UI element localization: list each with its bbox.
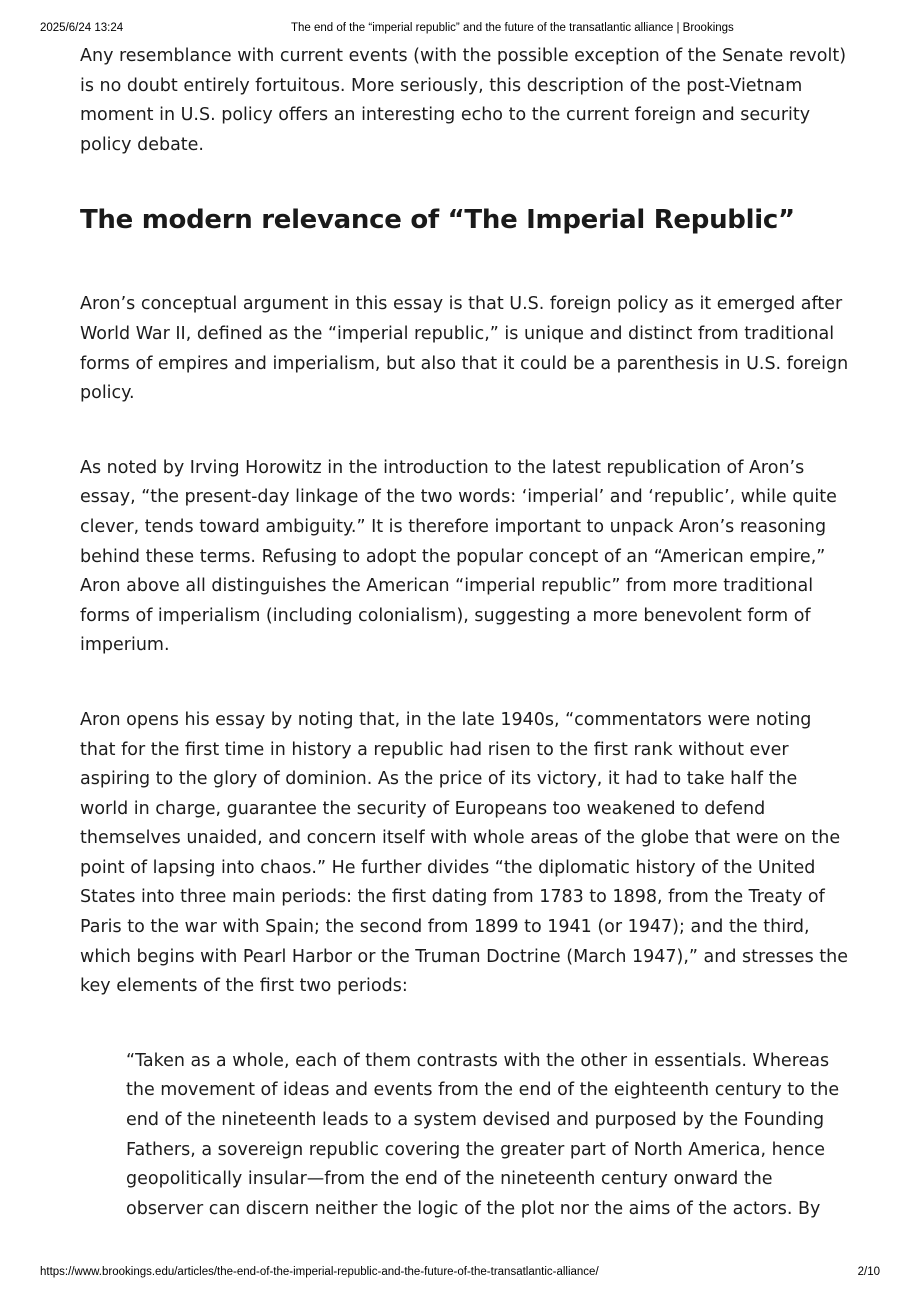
intro-paragraph: Any resemblance with current events (with the possible exception of the Senate revolt) is no doubt entirely fortuitous. More seriously, this description of the post-Vietnam moment in U.S. policy offers an interesting echo to the current foreign and security policy debate. <box>80 46 847 155</box>
page-number: 2/10 <box>857 1266 880 1278</box>
blockquote: “Taken as a whole, each of them contrasts with the other in essentials. Whereas the movement of ideas and events from the end of the eighteenth century to the end of the nineteenth leads to a system devised and purposed by the Founding Fathers, a sovereign republic covering the greater part of North America, hence geopolitically insular—from the end of the nineteenth century onward the observer can discern neither the logic of the plot nor the aims of the actors. By <box>126 1050 840 1219</box>
print-header <box>40 22 880 38</box>
print-footer <box>40 1266 880 1282</box>
article-paragraph: As noted by Irving Horowitz in the introduction to the latest republication of Aron’s essay, “the present-day linkage of the two words: ‘imperial’ and ‘republic’, while quite clever, tends toward ambiguity.” It is therefore important to unpack Aron’s reasoning behind these terms. Refusing to adopt the popular concept of an “American empire,” Aron above all distinguishes the American “imperial republic” from more traditional forms of imperialism (including colonialism), suggesting a more benevolent form of imperium. <box>80 457 837 656</box>
print-datetime: 2025/6/24 13:24 <box>40 22 124 34</box>
article-paragraph: Aron opens his essay by noting that, in the late 1940s, “commentators were noting that for the first time in history a republic had risen to the first rank without ever aspiring to the glory of dominion. As the price of its victory, it had to take half the world in charge, guarantee the security of Europeans too weakened to defend themselves unaided, and concern itself with whole areas of the globe that were on the point of lapsing into chaos.” He further divides “the diplomatic history of the United States into three main periods: the first dating from 1783 to 1898, from the Treaty of Paris to the war with Spain; the second from 1899 to 1941 (or 1947); and the third, which begins with Pearl Harbor or the Truman Doctrine (March 1947),” and stresses the key elements of the first two periods: <box>80 709 848 997</box>
article-body <box>80 42 850 1224</box>
print-page-title: The end of the “imperial republic” and the future of the transatlantic alliance | Brookings <box>291 22 734 34</box>
page-url: https://www.brookings.edu/articles/the-end-of-the-imperial-republic-and-the-future-of-the-transatlantic-alliance/ <box>40 1266 599 1278</box>
section-heading: The modern relevance of “The Imperial Republic” <box>80 205 795 236</box>
article-paragraph: Aron’s conceptual argument in this essay is that U.S. foreign policy as it emerged after World War II, defined as the “imperial republic,” is unique and distinct from traditional forms of empires and imperialism, but also that it could be a parenthesis in U.S. foreign policy. <box>80 294 849 404</box>
